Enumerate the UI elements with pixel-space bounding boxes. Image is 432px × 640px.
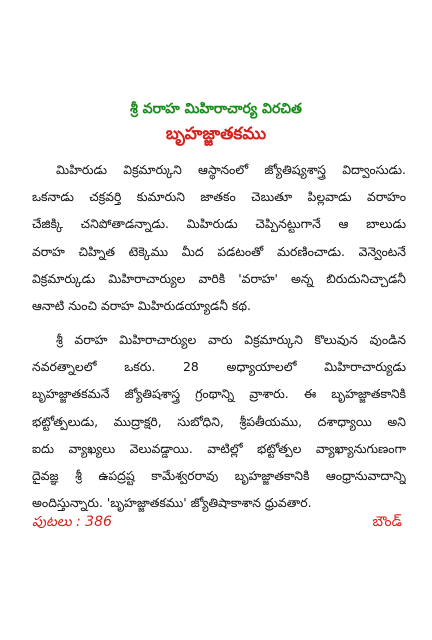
paragraph-line: దైవజ్ఞ శ్రీ ఉపద్రష్ట కామేశ్వరరావు బృహజ్జాతకానికి ఆంధ్రానువాదాన్ని [32, 467, 406, 483]
paragraph-line: శ్రీ వరాహ మిహిరాచార్యుల వారు విక్రమార్కుని కొలువున వుండిన [56, 332, 406, 347]
paragraph-line: వరాహ చిహ్నిత టెక్కెము మీద పడటంతో మరణించాడు. వెన్వెంటనే [32, 243, 406, 259]
binding-type: బౌండ్ [372, 514, 402, 530]
paragraph-line: చేజిక్కి చనిపోతాడన్నాడు. మిహిరుడు చెప్పినట్టుగానే ఆ బాలుడు [32, 216, 406, 232]
paragraph-line: బృహజ్జాతకమనే జ్యోతిషశాస్త్ర గ్రంథాన్ని వ్రాశారు. ఈ బృహజ్జాతకానికి [32, 386, 406, 402]
paragraph-line: ఐదు వ్యాఖ్యలు వెలువడ్డాయి. వాటిల్లో భట్టోత్పల వ్యాఖ్యానుగుణంగా [32, 440, 406, 456]
author-line: శ్రీ వరాహ మిహిరాచార్య విరచిత [130, 101, 302, 117]
paragraph-line: విక్రమార్కుడు మిహిరాచార్యుల వారికి 'వరాహ' అన్న బిరుదునిచ్చాడనీ [32, 270, 406, 286]
paragraph-line: ఆనాటి నుంచి వరాహ మిహిరుడయ్యాడనీ కథ. [32, 297, 251, 313]
page-count: పుటలు : 386 [32, 514, 112, 530]
paragraph-line: అందిస్తున్నారు. 'బృహజ్జాతకము' జ్యోతిషాకాశాన ధ్రువతార. [32, 495, 312, 511]
paragraph-line: భట్టోత్పలుడు, ముద్రాక్షరి, సుబోధిని, శ్రీపతీయము, దశాధ్యాయి అని [32, 413, 406, 429]
paragraph-line: నవరత్నాలలో ఒకరు. 28 అధ్యాయాలలో మిహిరాచార్యుడు [32, 359, 406, 375]
book-title: బృహజ్జాతకము [165, 124, 267, 144]
paragraph-line: ఒకనాడు చక్రవర్తి కుమారుని జాతకం చెబుతూ పిల్లవాడు వరాహం [32, 189, 406, 205]
description-paragraph-2 [32, 326, 406, 516]
paragraph-line: మిహిరుడు విక్రమార్కుని ఆస్థానంలో జ్యోతిష్యశాస్త్ర విద్వాంసుడు. [56, 162, 406, 177]
description-paragraph-1 [32, 156, 406, 319]
